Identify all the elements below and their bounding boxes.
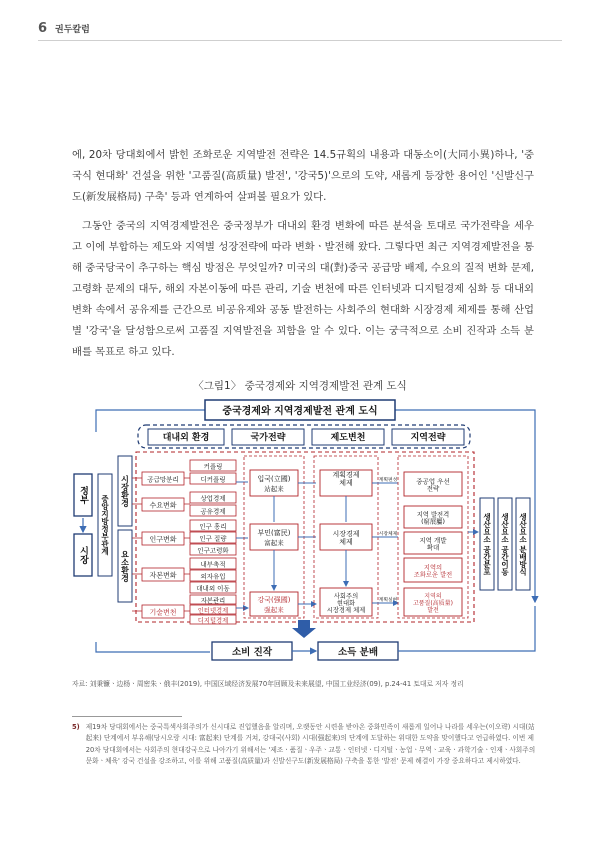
system-label: 시장경제 체제 [332, 530, 360, 546]
svg-text:인구고령화: 인구고령화 [197, 546, 229, 555]
paragraph-1: 에, 20차 당대회에서 밝힌 조화로운 지역발전 전략은 14.5규획의 내용과 대동소이(大同小異)하나, '중국식 현대화' 건설을 위한 '고품질(高质量) 발전', '강국5)'으로의 도약, 새롭게 등장한 용어인 '신발신구도(新发展格局) 구축' 등과 연계하여 살펴볼 필요가 있다. [72, 149, 534, 203]
output-label: 소비 진작 [231, 647, 273, 658]
svg-text:커플링: 커플링 [203, 462, 223, 471]
svg-text:인구변화: 인구변화 [149, 535, 177, 544]
factor-env-label: 요소환경 [120, 550, 130, 582]
category-label: 제도변천 [330, 433, 366, 443]
regional-label: 지역 발전격 (窮展屬) [416, 511, 450, 526]
svg-text:디커플링: 디커플링 [200, 475, 226, 484]
svg-text:외자유입: 외자유입 [200, 572, 226, 581]
figure-source: 자료: 刘秉镰ㆍ边杨ㆍ周密朱ㆍ俄丰(2019), 中国区域经济发展70年回顾及未来展望, 中国工业经济(09), p.24-41 토대로 저자 정리 [72, 680, 464, 688]
footnote-text: 제19차 당대회에서는 중국특색사회주의가 신시대로 진입했음을 알리며, 오랫동안 시련을 받아온 중화민족이 새롭게 일어나 나라를 세우는(이오략) 시대(站起来) 단계에서 부유해(당시오랑 시대: 富起来) 단계를 거쳐, 강대국(사회) 시대(强起来)의 단계에 도달하는 위대한 도약을 맞이했다고 언급하였다. 이번 제20차 당대회에서는 사회주의 현대강국으로 나아가기 위해서는 '제조ㆍ품질ㆍ우주ㆍ교통ㆍ인터넷ㆍ디지털ㆍ농업ㆍ무역ㆍ교육ㆍ과학기술ㆍ인재ㆍ사회주의 문화ㆍ체육' 강국 건설을 강조하고, 이를 위해 고품질(高质量)과 신발신구도(新发展格局) 구축을 통한 '발전' 문제 해결이 가장 중요하다고 제시하였다. [85, 723, 536, 765]
factor-label: 생산요소 공간분포 [482, 512, 492, 576]
system-label: 계획경제 체제 [332, 471, 360, 487]
strategy-label: 부민(富民) [257, 529, 291, 537]
svg-text:공유경제: 공유경제 [200, 507, 226, 516]
regional-label: 지역의 고품질(高质量) 발전 [412, 593, 454, 614]
svg-text:디지털경제: 디지털경제 [197, 617, 229, 625]
regional-label: 지역 개발 확대 [419, 536, 447, 552]
svg-text:공급망분리: 공급망분리 [147, 475, 179, 484]
small-label: 시장체제 [378, 532, 398, 537]
page-number: 6 [38, 20, 48, 36]
category-label: 국가전략 [250, 433, 286, 443]
down-arrow-icon [292, 620, 316, 638]
market-env-label: 시장환경 [120, 475, 130, 507]
factor-label: 생산요소 분배방식 [518, 512, 528, 576]
header-divider [38, 40, 562, 41]
category-label: 지역전략 [410, 433, 446, 443]
section-title: 권두칼럼 [55, 24, 90, 35]
regional-label: 지역의 조화로운 발전 [413, 564, 453, 579]
strategy-label: 입국(立國) [257, 475, 291, 483]
env-group [142, 460, 236, 485]
system-label: 사회주의 현대화 시장경제 체제 [326, 592, 366, 615]
strategy-sub: 富起来 [264, 539, 284, 547]
footnote-mark: 5) [72, 723, 80, 731]
paragraph-2: 그동안 중국의 지역경제발전은 중국정부가 대내외 환경 변화에 따른 분석을 토대로 국가전략을 세우고 이에 부합하는 제도와 지역별 성장전략에 따라 변화ㆍ발전해 왔다. 그렇다면 최근 지역경제발전을 통해 중국당국이 추구하는 핵심 방점은 무엇일까? 미국의 대(對)중국 공급망 배제, 수요의 질적 변화 문제, 고령화 문제의 대두, 해외 자본이동에 따른 관리, 기술 변천에 따른 인터넷과 디지털경제 심화 등 대내외 변화 속에서 공유제를 근간으로 비공유제와 공동 발전하는 사회주의 현대화 시장경제 체제를 통해 산업별 '강국'을 달성함으로써 고품질 지역발전을 꾀함을 알 수 있다. 이는 궁극적으로 소비 진작과 소득 분배를 목표로 하고 있다. [72, 220, 534, 358]
svg-text:자본변화: 자본변화 [149, 571, 177, 580]
svg-text:내부축적: 내부축적 [200, 560, 226, 569]
svg-text:인구 질량: 인구 질량 [199, 534, 227, 543]
figure-caption: 〈그림1〉 중국경제와 지역경제발전 관계 도식 [193, 380, 407, 392]
env-group [142, 520, 236, 555]
page-header [38, 18, 90, 38]
regional-label: 중공업 우선 전략 [416, 477, 450, 493]
government-label: 정부 [78, 486, 88, 504]
svg-text:인터넷경제: 인터넷경제 [197, 607, 229, 615]
strategy-sub: 站起来 [264, 485, 284, 493]
footnote [72, 722, 538, 767]
svg-text:대내외 이동: 대내외 이동 [196, 584, 230, 593]
factor-label: 생산요소 공간이동 [500, 512, 510, 576]
central-local-label: 중앙지방정부관계 [100, 495, 110, 555]
svg-text:수요변화: 수요변화 [149, 501, 177, 510]
small-label: 계획편성 [378, 478, 398, 483]
svg-text:자본관리: 자본관리 [200, 597, 226, 605]
strategy-sub: 强起来 [264, 606, 284, 614]
market-label: 시장 [78, 546, 88, 564]
svg-text:인구 홍리: 인구 홍리 [199, 522, 227, 531]
env-group [142, 558, 236, 593]
svg-text:상업경제: 상업경제 [200, 494, 226, 503]
output-label: 소득 분배 [337, 647, 379, 658]
small-label: 계획실현 [378, 598, 398, 603]
relationship-diagram [0, 392, 600, 672]
svg-text:기술변천: 기술변천 [149, 608, 177, 617]
category-label: 대내외 환경 [162, 433, 210, 443]
footnote-divider [72, 716, 182, 717]
env-group [142, 595, 236, 625]
diagram-title: 중국경제와 지역경제발전 관계 도식 [222, 406, 378, 417]
strategy-label: 강국(强國) [257, 596, 291, 604]
